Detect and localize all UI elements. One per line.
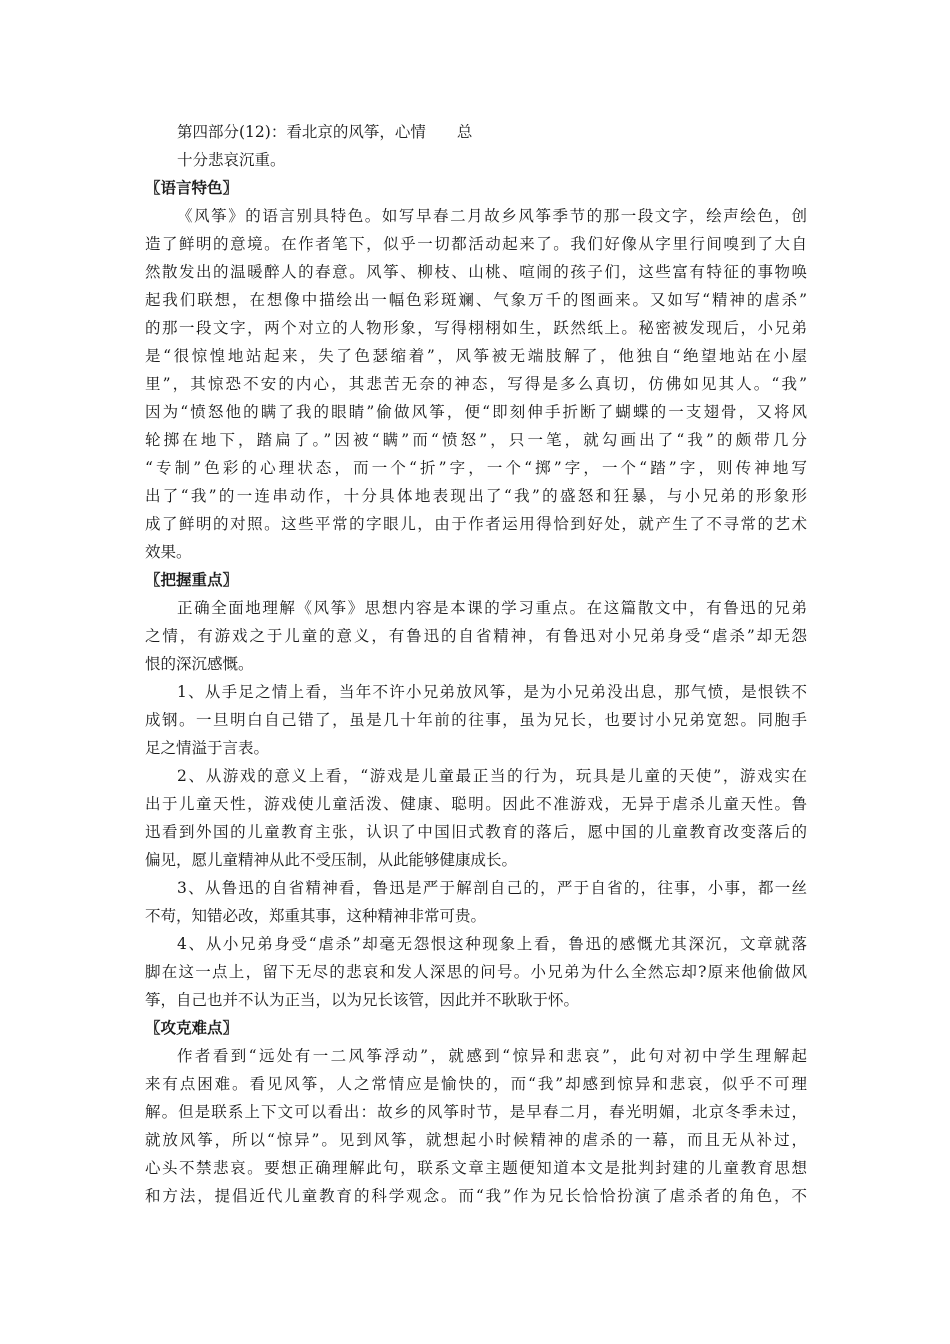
section-heading-difficulty: 〖攻克难点〗 (145, 1019, 239, 1037)
text-line: 和方法，提倡近代儿童教育的科学观念。而“我”作为兄长恰恰扮演了虐杀者的角色，不 (145, 1187, 807, 1205)
section-heading-focus: 〖把握重点〗 (145, 571, 239, 589)
text-line: 2、从游戏的意义上看，“游戏是儿童最正当的行为，玩具是儿童的天使”，游戏实在 (177, 767, 807, 785)
text-line: 成了鲜明的对照。这些平常的字眼儿，由于作者运用得恰到好处，就产生了不寻常的艺术 (145, 515, 807, 533)
section-heading-language: 〖语言特色〗 (145, 179, 239, 197)
paragraph-language (145, 202, 807, 566)
text-line: 心头不禁悲哀。要想正确理解此句，联系文章主题便知道本文是批判封建的儿童教育思想 (145, 1159, 807, 1177)
text-line: 就放风筝，所以“惊异”。见到风筝，就想起小时候精神的虐杀的一幕，而且无从补过， (145, 1131, 807, 1149)
text-line: 之情，有游戏之于儿童的意义，有鲁迅的自省精神，有鲁迅对小兄弟身受“虐杀”却无怨 (145, 627, 807, 645)
text-line: 脚在这一点上，留下无尽的悲哀和发人深思的问号。小兄弟为什么全然忘却?原来他偷做风 (145, 963, 807, 981)
text-line: 解。但是联系上下文可以看出：故乡的风筝时节，是早春二月，春光明媚，北京冬季未过， (145, 1103, 807, 1121)
text-line: 迅看到外国的儿童教育主张，认识了中国旧式教育的落后，愿中国的儿童教育改变落后的 (145, 823, 807, 841)
part4-line1: 第四部分(12)：看北京的风筝，心情 总 (177, 123, 473, 141)
text-line: 《风筝》的语言别具特色。如写早春二月故乡风筝季节的那一段文字，绘声绘色，创 (177, 207, 807, 225)
paragraph-focus-intro (145, 594, 807, 678)
paragraph-focus-point2 (145, 762, 807, 874)
text-line: 筝，自己也并不认为正当，以为兄长该管，因此并不耿耿于怀。 (145, 991, 580, 1009)
text-line: 足之情溢于言表。 (145, 739, 270, 757)
text-line: 不苟，知错必改，郑重其事，这种精神非常可贵。 (145, 907, 487, 925)
text-line: 然散发出的温暖醉人的春意。风筝、柳枝、山桃、喧闹的孩子们，这些富有特征的事物唤 (145, 263, 807, 281)
paragraph-focus-point3 (145, 874, 807, 930)
text-line: 是“很惊惶地站起来，失了色瑟缩着”，风筝被无端肢解了，他独自“绝望地站在小屋 (145, 347, 807, 365)
text-line: 出于儿童天性，游戏使儿童活泼、健康、聪明。因此不准游戏，无异于虐杀儿童天性。鲁 (145, 795, 807, 813)
text-line: 来有点困难。看见风筝，人之常情应是愉快的，而“我”却感到惊异和悲哀，似乎不可理 (145, 1075, 807, 1093)
paragraph-focus-point4 (145, 930, 807, 1014)
text-line: 偏见，愿儿童精神从此不受压制，从此能够健康成长。 (145, 851, 518, 869)
paragraph-focus-point1 (145, 678, 807, 762)
text-line: 4、从小兄弟身受“虐杀”却毫无怨恨这种现象上看，鲁迅的感慨尤其深沉，文章就落 (177, 935, 807, 953)
text-line: 轮掷在地下，踏扁了。”因被“瞒”而“愤怒”，只一笔，就勾画出了“我”的颇带几分 (145, 431, 807, 449)
document-page (145, 118, 807, 1210)
text-line: 出了“我”的一连串动作，十分具体地表现出了“我”的盛怒和狂暴，与小兄弟的形象形 (145, 487, 807, 505)
text-line: 作者看到“远处有一二风筝浮动”，就感到“惊异和悲哀”，此句对初中学生理解起 (177, 1047, 807, 1065)
text-line: 的那一段文字，两个对立的人物形象，写得栩栩如生，跃然纸上。秘密被发现后，小兄弟 (145, 319, 807, 337)
part4-line2: 十分悲哀沉重。 (177, 151, 286, 169)
text-line: 因为“愤怒他的瞒了我的眼睛”偷做风筝，便“即刻伸手折断了蝴蝶的一支翅骨，又将风 (145, 403, 807, 421)
text-line: 里”，其惊恐不安的内心，其悲苦无奈的神态，写得是多么真切，仿佛如见其人。“我” (145, 375, 807, 393)
text-line: 3、从鲁迅的自省精神看，鲁迅是严于解剖自己的，严于自省的，往事，小事，都一丝 (177, 879, 807, 897)
text-line: 效果。 (145, 543, 192, 561)
paragraph-difficulty (145, 1042, 807, 1210)
text-line: 起我们联想，在想像中描绘出一幅色彩斑斓、气象万千的图画来。又如写“精神的虐杀” (145, 291, 807, 309)
text-line: 恨的深沉感慨。 (145, 655, 254, 673)
text-line: 正确全面地理解《风筝》思想内容是本课的学习重点。在这篇散文中，有鲁迅的兄弟 (177, 599, 807, 617)
text-line: 造了鲜明的意境。在作者笔下，似乎一切都活动起来了。我们好像从字里行间嗅到了大自 (145, 235, 807, 253)
text-line: 1、从手足之情上看，当年不许小兄弟放风筝，是为小兄弟没出息，那气愤，是恨铁不 (177, 683, 807, 701)
text-line: 成钢。一旦明白自己错了，虽是几十年前的往事，虽为兄长，也要讨小兄弟宽恕。同胞手 (145, 711, 807, 729)
text-line: “专制”色彩的心理状态，而一个“折”字，一个“掷”字，一个“踏”字，则传神地写 (145, 459, 807, 477)
